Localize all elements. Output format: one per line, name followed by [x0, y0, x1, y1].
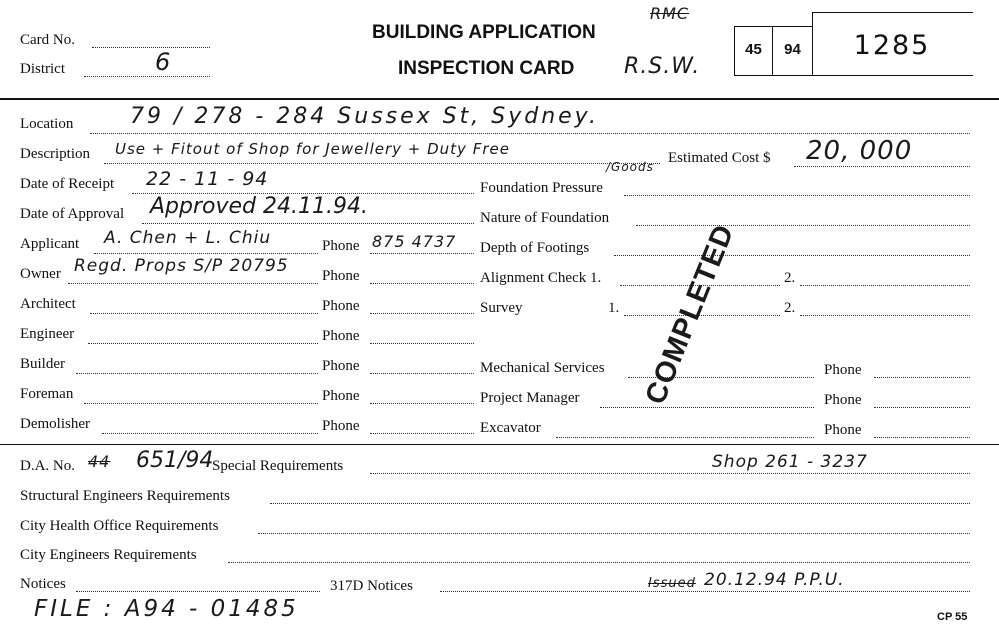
architect-phone-label: Phone [322, 298, 360, 314]
foreman-phone-line [370, 403, 474, 404]
crossed-initials: RMC [650, 4, 690, 23]
foreman-phone-label: Phone [322, 388, 360, 404]
demolisher-label: Demolisher [20, 416, 90, 432]
builder-line [76, 373, 318, 374]
foreman-label: Foreman [20, 386, 74, 402]
engineer-label: Engineer [20, 326, 75, 342]
foundation-pressure-line [624, 195, 970, 196]
nature-foundation-line [636, 225, 970, 226]
project-manager-phone-line [874, 407, 970, 408]
applicant-line [94, 253, 318, 254]
date-receipt-value: 22 - 11 - 94 [146, 168, 269, 190]
health-line [258, 533, 970, 534]
engineer-phone-label: Phone [322, 328, 360, 344]
location-value: 79 / 278 - 284 Sussex St, Sydney. [130, 104, 599, 129]
special-value: Shop 261 - 3237 [712, 452, 868, 472]
depth-footings-line [614, 255, 970, 256]
demolisher-line [102, 433, 318, 434]
special-label: Special Requirements [212, 458, 344, 474]
year-box-text: 94 [784, 41, 801, 58]
description-value2: /Goods [606, 160, 654, 174]
date-approval-line [142, 223, 474, 224]
mechanical-label: Mechanical Services [480, 360, 605, 376]
structural-line [270, 503, 970, 504]
project-manager-phone-label: Phone [824, 392, 862, 408]
health-label: City Health Office Requirements [20, 518, 219, 534]
demolisher-phone-label: Phone [322, 418, 360, 434]
survey-line2 [800, 315, 970, 316]
excavator-phone-label: Phone [824, 422, 862, 438]
description-line [104, 163, 660, 164]
builder-phone-line [370, 373, 474, 374]
date-approval-label: Date of Approval [20, 206, 125, 222]
header-rule [0, 98, 999, 100]
notices-struck: Issued [648, 576, 696, 591]
alignment-check-label: Alignment Check 1. [480, 270, 602, 286]
notices-line [76, 591, 320, 592]
da-struck: 44 [88, 452, 111, 471]
mechanical-phone-line [874, 377, 970, 378]
survey-label: Survey [480, 300, 523, 316]
district-line [84, 76, 210, 77]
depth-footings-label: Depth of Footings [480, 240, 590, 256]
district-value: 6 [155, 48, 172, 76]
notices-value: 20.12.94 P.P.U. [704, 570, 845, 590]
notices-label: Notices [20, 576, 66, 592]
notices-317-label: 317D Notices [330, 578, 413, 594]
owner-line [68, 283, 318, 284]
architect-label: Architect [20, 296, 76, 312]
form-code: CP 55 [937, 611, 968, 623]
estimated-cost-label: Estimated Cost $ [668, 150, 771, 166]
card-no-line [92, 47, 210, 48]
applicant-phone-line [370, 253, 474, 254]
builder-label: Builder [20, 356, 65, 372]
applicant-label: Applicant [20, 236, 80, 252]
architect-line [90, 313, 318, 314]
applicant-phone-value: 875 4737 [372, 232, 457, 251]
da-label: D.A. No. [20, 458, 75, 474]
notices-317-line [440, 591, 970, 592]
project-manager-line [600, 407, 814, 408]
mechanical-phone-label: Phone [824, 362, 862, 378]
estimated-cost-line [794, 166, 970, 167]
applicant-value: A. Chen + L. Chiu [104, 228, 272, 248]
nature-foundation-label: Nature of Foundation [480, 210, 610, 226]
builder-phone-label: Phone [322, 358, 360, 374]
excavator-line [556, 437, 814, 438]
location-label: Location [20, 116, 74, 132]
foundation-pressure-label: Foundation Pressure [480, 180, 603, 196]
city-eng-line [228, 562, 970, 563]
engineer-line [88, 343, 318, 344]
title-line1: BUILDING APPLICATION [372, 22, 596, 43]
excavator-label: Excavator [480, 420, 541, 436]
title-line2: INSPECTION CARD [398, 58, 575, 79]
owner-phone-label: Phone [322, 268, 360, 284]
file-number: FILE : A94 - 01485 [34, 596, 299, 622]
estimated-cost-value: 20, 000 [806, 136, 913, 166]
card-no-label: Card No. [20, 32, 75, 48]
description-value: Use + Fitout of Shop for Jewellery + Duty Free [115, 140, 510, 158]
da-value: 651/94 [136, 448, 214, 473]
location-line [90, 133, 970, 134]
card-number: 1285 [853, 30, 931, 61]
section-rule [0, 444, 999, 445]
month-box-text: 45 [745, 41, 762, 58]
demolisher-phone-line [370, 433, 474, 434]
excavator-phone-line [874, 437, 970, 438]
date-receipt-label: Date of Receipt [20, 176, 115, 192]
owner-phone-line [370, 283, 474, 284]
special-line [370, 473, 970, 474]
survey-two-label: 2. [784, 300, 796, 316]
architect-phone-line [370, 313, 474, 314]
foreman-line [84, 403, 318, 404]
owner-label: Owner [20, 266, 61, 282]
survey-one-label: 1. [608, 300, 620, 316]
engineer-phone-line [370, 343, 474, 344]
completed-stamp: COMPLETED [639, 219, 741, 409]
owner-value: Regd. Props S/P 20795 [74, 256, 289, 276]
project-manager-label: Project Manager [480, 390, 580, 406]
initials: R.S.W. [624, 54, 701, 79]
alignment-check-two-label: 2. [784, 270, 796, 286]
description-label: Description [20, 146, 90, 162]
date-approval-value: Approved 24.11.94. [150, 194, 368, 219]
applicant-phone-label: Phone [322, 238, 360, 254]
city-eng-label: City Engineers Requirements [20, 547, 197, 563]
district-label: District [20, 61, 65, 77]
alignment-check-line2 [800, 285, 970, 286]
structural-label: Structural Engineers Requirements [20, 488, 230, 504]
